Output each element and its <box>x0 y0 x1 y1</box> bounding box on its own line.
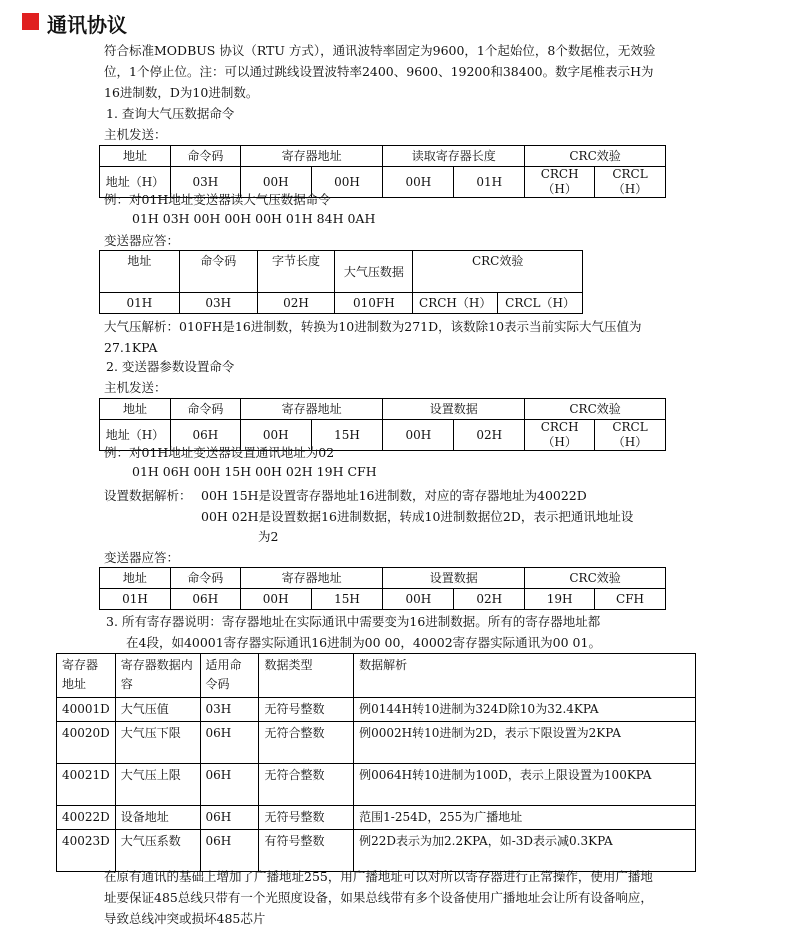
table-row <box>57 722 696 764</box>
section1-reply-table <box>99 250 583 314</box>
table-row <box>57 698 696 722</box>
page-title: 通讯协议 <box>47 13 127 37</box>
table-cell: 15H <box>311 420 383 451</box>
table-cell: 01H <box>100 293 180 314</box>
table-header-cell: 寄存器地址 <box>240 568 383 589</box>
table-cell: 40022D <box>57 806 116 830</box>
table-cell: 例0002H转10进制为2D，表示下限设置为2KPA <box>354 722 696 764</box>
section1-parse-text: 大气压解析：010FH是16进制数，转换为10进制数为271D，该数除10表示当前实际大气压值为27.1KPA <box>104 319 642 355</box>
table-header-cell: 寄存器地址 <box>57 654 116 698</box>
section2-example-label: 例：对01H地址变送器设置通讯地址为02 <box>104 445 335 460</box>
table-cell: 06H <box>200 806 259 830</box>
table-cell: CRCH（H） <box>413 293 498 314</box>
table-header-cell: 命令码 <box>170 568 240 589</box>
table-cell: 大气压下限 <box>115 722 200 764</box>
table-cell: 01H <box>100 589 171 610</box>
table-cell: 地址（H） <box>100 420 171 451</box>
table-header-cell: 设置数据 <box>383 568 525 589</box>
table-cell: 02H <box>454 420 525 451</box>
table-cell: 40023D <box>57 830 116 872</box>
table-cell: 无符合整数 <box>259 722 354 764</box>
section2-reply-label: 变送器应答： <box>104 550 180 565</box>
table-header-cell: 命令码 <box>170 146 240 167</box>
section3-heading-cont: 在4段，如40001寄存器实际通讯16进制为00 00，40002寄存器实际通讯为00 01。 <box>126 635 601 650</box>
section2-example-code: 01H 06H 00H 15H 00H 02H 19H CFH <box>132 464 377 479</box>
table-cell: 无符号整数 <box>259 806 354 830</box>
table-cell: 地址（H） <box>100 167 171 198</box>
table-cell: 40020D <box>57 722 116 764</box>
table-cell: 无符号整数 <box>259 698 354 722</box>
table-cell: 06H <box>200 830 259 872</box>
table-header-cell: CRC效验 <box>525 399 666 420</box>
table-row <box>57 806 696 830</box>
section2-parse-line: 00H 15H是设置寄存器地址16进制数，对应的寄存器地址为40022D <box>201 488 587 503</box>
table-cell: 00H <box>383 589 454 610</box>
table-cell: 03H <box>170 167 240 198</box>
table-header-cell: 数据类型 <box>259 654 354 698</box>
table-header-cell: 地址 <box>100 146 171 167</box>
section2-host-label: 主机发送： <box>104 380 167 395</box>
table-cell: 06H <box>170 589 240 610</box>
section2-heading: 2. 变送器参数设置命令 <box>106 359 235 374</box>
table-cell: 范围1-254D，255为广播地址 <box>354 806 696 830</box>
table-header-cell: CRC效验 <box>413 251 583 293</box>
table-cell: CRCL（H） <box>595 420 666 451</box>
table-header-cell: 寄存器地址 <box>240 146 383 167</box>
table-header-cell: 地址 <box>100 251 180 293</box>
table-header-cell: CRC效验 <box>525 568 666 589</box>
table-row <box>57 764 696 806</box>
section1-reply-label: 变送器应答： <box>104 233 180 248</box>
section1-heading: 1. 查询大气压数据命令 <box>106 106 235 121</box>
title-marker <box>22 13 39 30</box>
table-cell: 00H <box>240 589 311 610</box>
table-header-cell: 命令码 <box>179 251 257 293</box>
table-cell: 02H <box>257 293 335 314</box>
table-cell: 00H <box>383 420 454 451</box>
table-cell: 02H <box>454 589 525 610</box>
section3-heading: 3. 所有寄存器说明：寄存器地址在实际通讯中需要变为16进制数据。所有的寄存器地址都 <box>106 614 601 629</box>
table-header-cell: 命令码 <box>170 399 240 420</box>
table-header-cell: 大气压数据 <box>335 251 413 293</box>
table-cell: CRCH（H） <box>525 420 595 451</box>
table-cell: 大气压上限 <box>115 764 200 806</box>
table-cell: 010FH <box>335 293 413 314</box>
table-cell: 例22D表示为加2.2KPA，如-3D表示减0.3KPA <box>354 830 696 872</box>
table-cell: 06H <box>200 722 259 764</box>
table-cell: 06H <box>170 420 240 451</box>
section2-parse-label: 设置数据解析： <box>104 488 192 503</box>
table-cell: CFH <box>595 589 666 610</box>
table-cell: 设备地址 <box>115 806 200 830</box>
table-cell: 03H <box>200 698 259 722</box>
section2-parse-line: 为2 <box>258 529 279 544</box>
table-header-cell: 字节长度 <box>257 251 335 293</box>
table-cell: 06H <box>200 764 259 806</box>
section1-host-label: 主机发送： <box>104 127 167 142</box>
table-cell: 例0064H转10进制为100D，表示上限设置为100KPA <box>354 764 696 806</box>
table-cell: CRCL（H） <box>595 167 666 198</box>
table-cell: CRCH（H） <box>525 167 595 198</box>
register-table <box>56 653 696 872</box>
table-cell: CRCL（H） <box>498 293 583 314</box>
table-cell: 15H <box>311 589 383 610</box>
table-cell: 40021D <box>57 764 116 806</box>
table-cell: 大气压值 <box>115 698 200 722</box>
section2-parse-line: 00H 02H是设置数据16进制数据，转成10进制数据位2D，表示把通讯地址设 <box>201 509 634 524</box>
table-header-cell: 寄存器地址 <box>240 399 383 420</box>
table-cell: 19H <box>525 589 595 610</box>
table-cell: 01H <box>454 167 525 198</box>
table-cell: 有符号整数 <box>259 830 354 872</box>
table-cell: 00H <box>240 167 311 198</box>
section2-reply-table <box>99 567 666 610</box>
table-cell: 03H <box>179 293 257 314</box>
table-cell: 例0144H转10进制为324D除10为32.4KPA <box>354 698 696 722</box>
footer-paragraph: 在原有通讯的基础上增加了广播地址255，用广播地址可以对所以寄存器进行正常操作，使用广播地址要保证485总线只带有一个光照度设备，如果总线带有多个设备使用广播地址会让所有设备响应，导致总线冲突或损坏485芯片 <box>104 869 653 926</box>
table-cell: 大气压系数 <box>115 830 200 872</box>
table-header-cell: 读取寄存器长度 <box>383 146 525 167</box>
table-header-cell: 地址 <box>100 568 171 589</box>
section1-example-code: 01H 03H 00H 00H 00H 01H 84H 0AH <box>132 211 376 226</box>
table-header-cell: 地址 <box>100 399 171 420</box>
table-cell: 00H <box>383 167 454 198</box>
table-cell: 无符合整数 <box>259 764 354 806</box>
table-header-cell: 寄存器数据内容 <box>115 654 200 698</box>
table-header-cell: 适用命令码 <box>200 654 259 698</box>
table-cell: 00H <box>240 420 311 451</box>
table-header-cell: 数据解析 <box>354 654 696 698</box>
table-cell: 40001D <box>57 698 116 722</box>
table-cell: 00H <box>311 167 383 198</box>
section1-example-label: 例：对01H地址变送器读大气压数据命令 <box>104 192 331 207</box>
intro-paragraph: 符合标准MODBUS 协议（RTU 方式），通讯波特率固定为9600，1个起始位，8个数据位，无效验位，1个停止位。注：可以通过跳线设置波特率2400、9600、19200和38400。数字尾椎表示H为16进制数，D为10进制数。 <box>104 43 656 100</box>
table-header-cell: 设置数据 <box>383 399 525 420</box>
table-header-cell: CRC效验 <box>525 146 666 167</box>
